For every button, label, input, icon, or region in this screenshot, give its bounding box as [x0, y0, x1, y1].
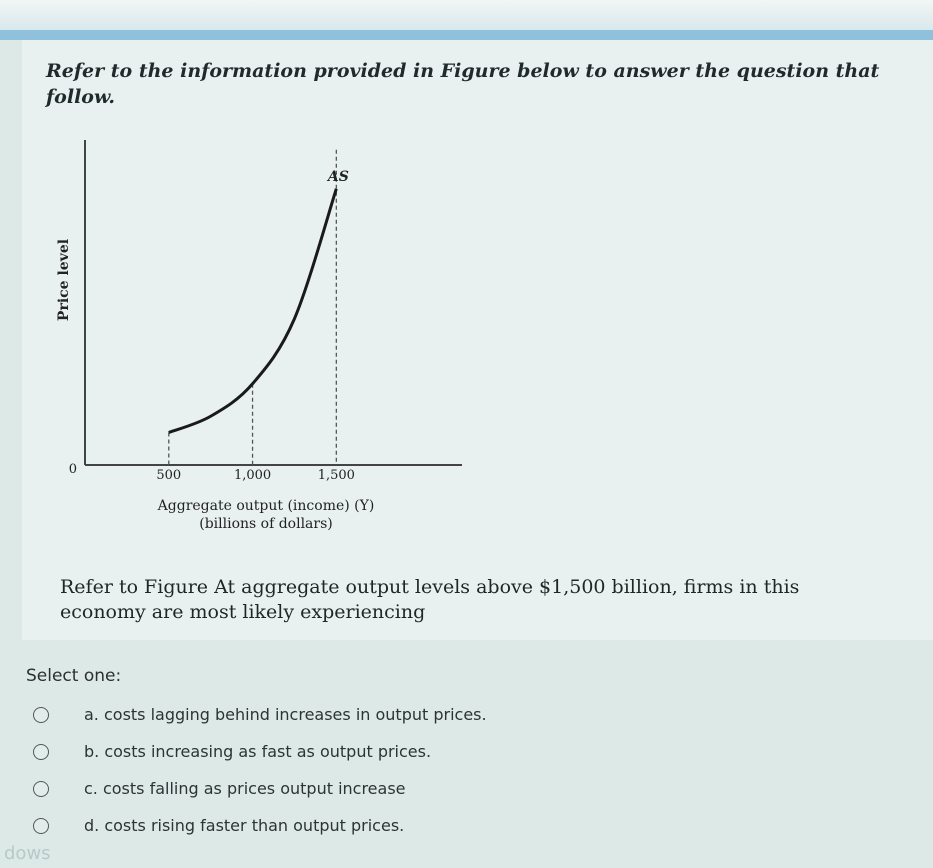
browser-top-strip	[0, 0, 933, 34]
as-curve-label: AS	[327, 168, 349, 185]
header-band	[0, 30, 933, 40]
radio-d[interactable]	[33, 818, 49, 834]
radio-b[interactable]	[33, 744, 49, 760]
footer-faded-text: dows	[4, 843, 51, 864]
option-a-label: a. costs lagging behind increases in output prices.	[84, 705, 487, 724]
origin-label: 0	[68, 462, 77, 477]
aggregate-supply-chart	[50, 140, 480, 550]
radio-c[interactable]	[33, 781, 49, 797]
intro-text: Refer to the information provided in Figure below to answer the question that follow.	[46, 60, 880, 108]
y-axis-label: Price level	[56, 238, 72, 322]
option-d[interactable]	[30, 814, 590, 842]
option-d-label: d. costs rising faster than output prices.	[84, 816, 405, 835]
option-b-label: b. costs increasing as fast as output prices.	[84, 742, 432, 761]
question-text: Refer to Figure At aggregate output levels above $1,500 billion, firms in this economy are most likely experiencing	[60, 576, 800, 623]
x-tick-label: 1,500	[317, 468, 355, 483]
x-tick-label: 1,000	[233, 468, 272, 483]
x-axis-label: Aggregate output (income) (Y)	[157, 498, 375, 514]
radio-a[interactable]	[33, 707, 49, 723]
option-b[interactable]	[30, 740, 590, 768]
select-one-label: Select one:	[26, 666, 122, 686]
x-tick-label: 500	[156, 468, 182, 483]
option-c[interactable]	[30, 777, 590, 805]
as-curve	[169, 189, 337, 433]
option-c-label: c. costs falling as prices output increase	[84, 779, 406, 798]
option-a[interactable]	[30, 703, 590, 731]
x-axis-label-units: (billions of dollars)	[199, 516, 333, 532]
